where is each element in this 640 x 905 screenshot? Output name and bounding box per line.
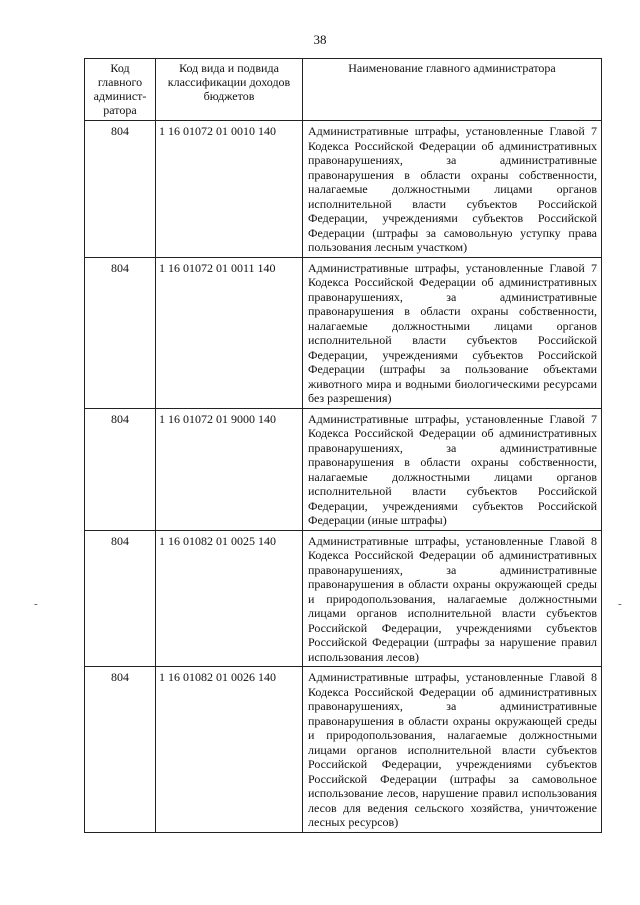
page-number: 38: [313, 32, 327, 47]
admin-code-cell: 804: [85, 667, 156, 833]
admin-name-cell: Административные штрафы, установленные Главой 7 Кодекса Российской Федерации об административных правонарушениях, за административные правонарушения в области охраны собственности, налагаемые должностными лицами органов исполнительной власти субъектов Российской Федерации, учреждениями субъектов Российской Федерации (иные штрафы): [303, 408, 602, 530]
admin-name-cell: Административные штрафы, установленные Главой 7 Кодекса Российской Федерации об административных правонарушениях, за административные правонарушения в области охраны собственности, налагаемые должностными лицами органов исполнительной власти субъектов Российской Федерации, учреждениями субъектов Российской Федерации (штрафы за пользование объектами животного мира и водными биологическими ресурсами без разрешения): [303, 257, 602, 408]
header-admin-name: Наименование главного администратора: [303, 59, 602, 121]
income-code-cell: 1 16 01082 01 0026 140: [156, 667, 303, 833]
table-row: [85, 408, 602, 530]
admin-name-cell: Административные штрафы, установленные Главой 7 Кодекса Российской Федерации об административных правонарушениях, за административные правонарушения в области охраны собственности, налагаемые должностными лицами органов исполнительной власти субъектов Российской Федерации, учреждениями субъектов Российской Федерации (штрафы за самовольную уступку права пользования лесным участком): [303, 121, 602, 258]
table-row: [85, 530, 602, 667]
scan-mark-right: -: [618, 598, 622, 610]
table-header-row: [85, 59, 602, 121]
revenue-codes-table: [84, 58, 602, 833]
table-row: [85, 121, 602, 258]
table-row: [85, 257, 602, 408]
admin-code-cell: 804: [85, 257, 156, 408]
header-admin-code: Код главного админист-ратора: [85, 59, 156, 121]
income-code-cell: 1 16 01072 01 0011 140: [156, 257, 303, 408]
header-income-code: Код вида и подвида классификации доходов бюджетов: [156, 59, 303, 121]
admin-name-cell: Административные штрафы, установленные Главой 8 Кодекса Российской Федерации об административных правонарушениях, за административные правонарушения в области охраны окружающей среды и природопользования, налагаемые должностными лицами органов исполнительной власти субъектов Российской Федерации, учреждениями субъектов Российской Федерации (штрафы за самовольное использование лесов, нарушение правил использования лесов для ведения сельского хозяйства, уничтожение лесных ресурсов): [303, 667, 602, 833]
scan-mark-left: -: [34, 598, 38, 610]
table-row: [85, 667, 602, 833]
admin-name-cell: Административные штрафы, установленные Главой 8 Кодекса Российской Федерации об административных правонарушениях, за административные правонарушения в области охраны окружающей среды и природопользования, налагаемые должностными лицами органов исполнительной власти субъектов Российской Федерации, учреждениями субъектов Российской Федерации (штрафы за нарушение правил использования лесов): [303, 530, 602, 667]
income-code-cell: 1 16 01072 01 0010 140: [156, 121, 303, 258]
admin-code-cell: 804: [85, 530, 156, 667]
income-code-cell: 1 16 01072 01 9000 140: [156, 408, 303, 530]
admin-code-cell: 804: [85, 121, 156, 258]
income-code-cell: 1 16 01082 01 0025 140: [156, 530, 303, 667]
admin-code-cell: 804: [85, 408, 156, 530]
